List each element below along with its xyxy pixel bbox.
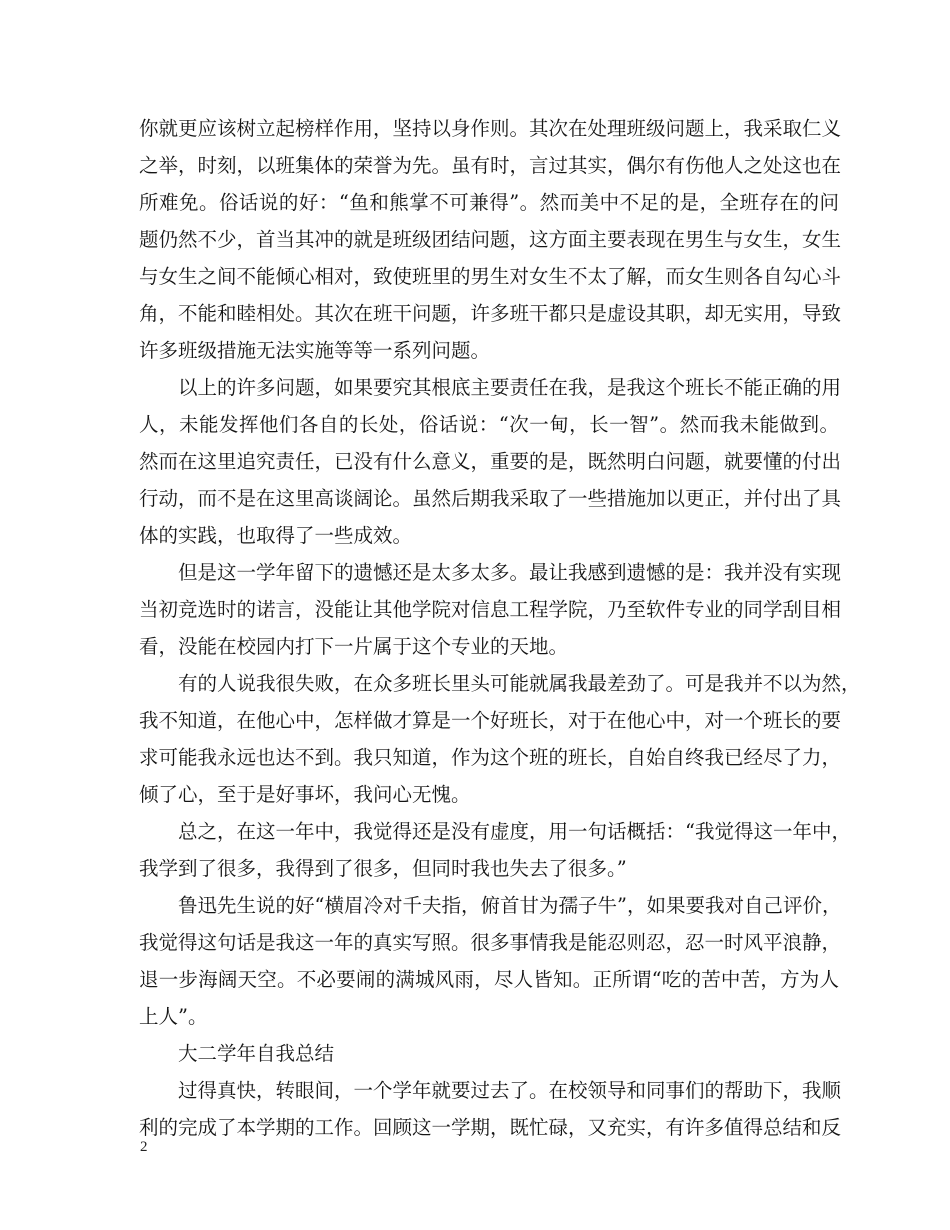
section-heading: 大二学年自我总结	[178, 1042, 335, 1065]
paragraph-first-line: 过得真快，转眼间，一个学年就要过去了。在校领导和同事们的帮助下，我顺	[178, 1079, 842, 1102]
text-line: 体的实践，也取得了一些成效。	[139, 524, 413, 547]
text-line: 你就更应该树立起榜样作用，坚持以身作则。其次在处理班级问题上，我采取仁义	[139, 117, 842, 140]
text-line: 之举，时刻，以班集体的荣誉为先。虽有时，言过其实，偶尔有伤他人之处这也在	[139, 154, 842, 177]
text-line: 当初竞选时的诺言，没能让其他学院对信息工程学院，乃至软件专业的同学刮目相	[139, 598, 842, 621]
paragraph-first-line: 鲁迅先生说的好“横眉冷对千夫指，俯首甘为孺子牛”，如果要我对自己评价，	[178, 894, 842, 917]
paragraph-first-line: 但是这一学年留下的遗憾还是太多太多。最让我感到遗憾的是：我并没有实现	[178, 561, 842, 584]
text-line: 求可能我永远也达不到。我只知道，作为这个班的班长，自始自终我已经尽了力，	[139, 746, 842, 769]
paragraph-first-line: 总之，在这一年中，我觉得还是没有虚度，用一句话概括：“我觉得这一年中，	[178, 820, 851, 843]
text-line: 题仍然不少，首当其冲的就是班级团结问题，这方面主要表现在男生与女生，女生	[139, 228, 842, 251]
text-line: 我不知道，在他心中，怎样做才算是一个好班长，对于在他心中，对一个班长的要	[139, 709, 842, 732]
text-line: 倾了心，至于是好事坏，我问心无愧。	[139, 783, 471, 806]
text-line: 看，没能在校园内打下一片属于这个专业的天地。	[139, 635, 569, 658]
text-line: 所难免。俗话说的好：“鱼和熊掌不可兼得”。然而美中不足的是，全班存在的问	[139, 191, 839, 214]
paragraph-first-line: 以上的许多问题，如果要究其根底主要责任在我，是我这个班长不能正确的用	[178, 376, 842, 399]
text-line: 利的完成了本学期的工作。回顾这一学期，既忙碌，又充实，有许多值得总结和反	[139, 1116, 842, 1139]
text-line: 行动，而不是在这里高谈阔论。虽然后期我采取了一些措施加以更正，并付出了具	[139, 487, 842, 510]
text-line: 人，未能发挥他们各自的长处，俗话说：“次一甸，长一智”。然而我未能做到。	[139, 413, 839, 436]
page-number: 2	[140, 1139, 148, 1155]
text-line: 与女生之间不能倾心相对，致使班里的男生对女生不太了解，而女生则各自勾心斗	[139, 265, 842, 288]
text-line: 我学到了很多，我得到了很多，但同时我也失去了很多。”	[139, 857, 627, 880]
text-line: 退一步海阔天空。不必要闹的满城风雨，尽人皆知。正所谓“吃的苦中苦，方为人	[139, 968, 839, 991]
text-line: 许多班级措施无法实施等等一系列问题。	[139, 339, 491, 362]
paragraph-first-line: 有的人说我很失败，在众多班长里头可能就属我最差劲了。可是我并不以为然，	[178, 672, 861, 695]
text-line: 我觉得这句话是我这一年的真实写照。很多事情我是能忍则忍，忍一时风平浪静，	[139, 931, 842, 954]
text-line: 然而在这里追究责任，已没有什么意义，重要的是，既然明白问题，就要懂的付出	[139, 450, 842, 473]
text-line: 上人”。	[139, 1005, 208, 1028]
text-line: 角，不能和睦相处。其次在班干问题，许多班干都只是虚设其职，却无实用，导致	[139, 302, 842, 325]
